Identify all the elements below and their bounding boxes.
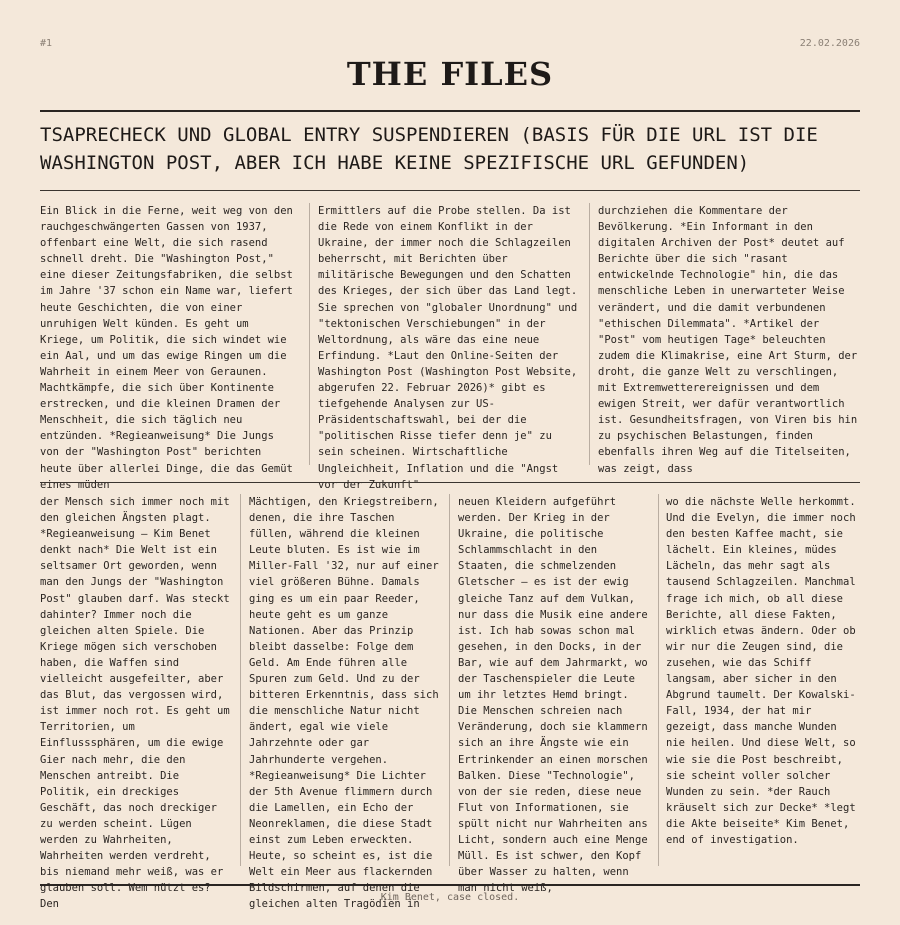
article-headline: TSAPRECHECK UND GLOBAL ENTRY SUSPENDIEREN (BASIS FÜR DIE URL IST DIE WASHINGTON POST, ABER ICH HABE KEINE SPEZIFISCHE URL GEFUNDEN) — [40, 124, 818, 174]
footer-signoff: Kim Benet, case closed. — [380, 892, 520, 903]
article-column: Mächtigen, den Kriegstreibern, denen, die ihre Taschen füllen, während die kleinen Leute bluten. Es ist wie im Miller-Fall '32, nur auf einer viel größeren Bühne. Damals ging es um ein paar Reeder, heute geht es um ganze Nationen. Aber das Prinzip bleibt dasselbe: Folge dem Geld. Am Ende führen alle Spuren zum Geld. Und zu der bitteren Erkenntnis, dass sich die menschliche Natur nicht ändert, egal wie viele Jahrzehnte oder gar Jahrhunderte vergehen. *Regieanweisung* Die Lichter der 5th Avenue flimmern durch die Lamellen, ein Echo der Neonreklamen, die diese Stadt einst zum Leben erweckten. Heute, so scheint es, ist die Welt ein Meer aus flackernden Bildschirmen, auf denen die gleichen alten Tragödien in — [249, 496, 439, 911]
article-column: wo die nächste Welle herkommt. Und die Evelyn, die immer noch den besten Kaffee macht, sie lächelt. Ein kleines, müdes Lächeln, das mehr sagt als tausend Schlagzeilen. Manchmal frage ich mich, ob all diese Berichte, all diese Fakten, wirklich etwas ändern. Oder ob wir nur die Zeugen sind, die zusehen, wie das Schiff langsam, aber sicher in den Abgrund taumelt. Der Kowalski-Fall, 1934, der hat mir gezeigt, dass manche Wunden nie heilen. Und diese Welt, so wie sie die Post beschreibt, sie scheint voller solcher Wunden zu sein. *der Rauch kräuselt sich zur Decke* *legt die Akte beiseite* Kim Benet, end of investigation. — [666, 496, 856, 846]
top-bar — [40, 38, 860, 52]
headline-rule — [40, 190, 860, 191]
issue-number: #1 — [40, 38, 53, 49]
issue-date: 22.02.2026 — [799, 38, 860, 49]
top-columns — [40, 203, 860, 491]
masthead-title: THE FILES — [346, 55, 554, 93]
section-rule — [40, 482, 860, 483]
article-column: durchziehen die Kommentare der Bevölkerung. *Ein Informant in den digitalen Archiven der Post* deutet auf Berichte über die sich "rasant entwickelnde Technologie" hin, die das menschliche Leben in unerwarteter Weise verändert, und die damit verbundenen "ethischen Dilemmata". *Artikel der "Post" vom heutigen Tage* beleuchten zudem die Klimakrise, eine Art Sturm, der droht, die ganze Welt zu verschlingen, mit Extremwetterereignissen und dem ewigen Streit, wer dafür verantwortlich ist. Gesundheitsfragen, von Viren bis hin zu psychischen Belastungen, finden ebenfalls ihren Weg auf die Titelseiten, was zeigt, dass — [598, 205, 858, 475]
article-column: Ermittlers auf die Probe stellen. Da ist die Rede von einem Konflikt in der Ukraine, der immer noch die Schlagzeilen beherrscht, mit Berichten über militärische Bewegungen und den Schatten des Krieges, der sich über das Land legt. Sie sprechen von "globaler Unordnung" und "tektonischen Verschiebungen" in der Weltordnung, als wäre das eine neue Erfindung. *Laut den Online-Seiten der Washington Post (Washington Post Website, abgerufen 22. Februar 2026)* gibt es tiefgehende Analysen zur US-Präsidentschaftswahl, bei der die "politischen Risse tiefer denn je" zu sein scheinen. Wirtschaftliche Ungleichheit, Inflation und die "Angst vor der Zukunft" — [318, 205, 578, 491]
article-column: der Mensch sich immer noch mit den gleichen Ängsten plagt. *Regieanweisung – Kim Benet denkt nach* Die Welt ist ein seltsamer Ort geworden, wenn man den Jungs der "Washington Post" glauben darf. Was steckt dahinter? Immer noch die gleichen alten Spiele. Die Kriege mögen sich verschoben haben, die Waffen sind vielleicht ausgefeilter, aber das Blut, das vergossen wird, ist immer noch rot. Es geht um Territorien, um Einflusssphären, um die ewige Gier nach mehr, die den Menschen antreibt. Die Politik, ein dreckiges Geschäft, das noch dreckiger zu werden scheint. Lügen werden zu Wahrheiten, Wahrheiten werden verdreht, bis niemand mehr weiß, was er glauben soll. Wem nützt es? Den — [40, 496, 230, 911]
article-column: neuen Kleidern aufgeführt werden. Der Krieg in der Ukraine, die politische Schlammschlacht in den Staaten, die schmelzenden Gletscher – es ist der ewig gleiche Tanz auf dem Vulkan, nur dass die Musik eine andere ist. Ich hab sowas schon mal gesehen, in den Docks, in der Bar, wie auf dem Jahrmarkt, wo der Taschenspieler die Leute um ihr letztes Hemd bringt. Die Menschen schreien nach Veränderung, doch sie klammern sich an ihre Ängste wie ein Ertrinkender an einen morschen Balken. Diese "Technologie", von der sie reden, diese neue Flut von Informationen, sie spült nicht nur Wahrheiten ans Licht, sondern auch eine Menge Müll. Es ist schwer, den Kopf über Wasser zu halten, wenn man nicht weiß, — [458, 496, 648, 895]
footer-rule — [40, 884, 860, 886]
article-column: Ein Blick in die Ferne, weit weg von den rauchgeschwängerten Gassen von 1937, offenbart eine Welt, die sich rasend schnell dreht. Die "Washington Post," eine dieser Zeitungsfabriken, die selbst im Jahre '37 schon ein Name war, liefert heute Geschichten, die von einer unruhigen Welt künden. Es geht um Kriege, um Politik, die sich windet wie ein Aal, und um das ewige Ringen um die Wahrheit in einem Meer von Geraunen. Machtkämpfe, die sich über Kontinente erstrecken, und die kleinen Dramen der Menschheit, die sich täglich neu entzünden. *Regieanweisung* Die Jungs von der "Washington Post" berichten heute über allerlei Dinge, die das Gemüt eines müden — [40, 205, 293, 491]
masthead-rule — [40, 110, 860, 112]
